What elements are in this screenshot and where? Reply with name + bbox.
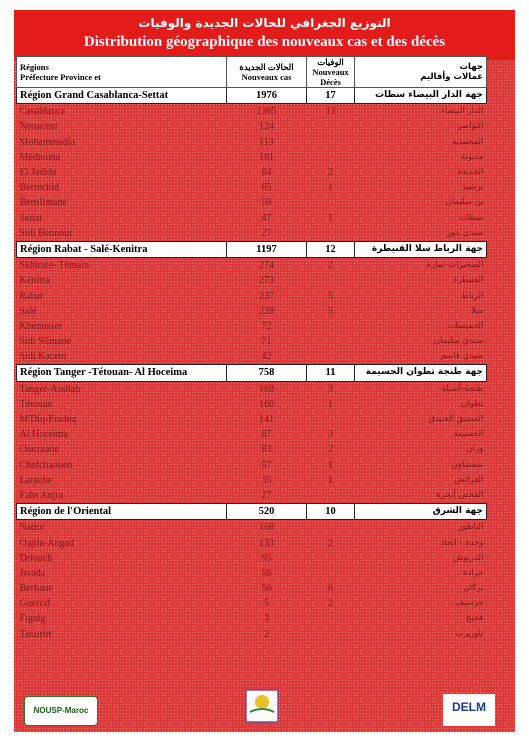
province-row xyxy=(17,488,487,504)
province-name-arabic: الحسيمة xyxy=(453,429,484,440)
province-row xyxy=(17,566,487,581)
province-name: Figuig xyxy=(19,613,46,625)
province-deaths xyxy=(307,150,355,165)
province-cases: 1365 xyxy=(256,106,277,118)
province-deaths xyxy=(307,226,355,242)
province-deaths xyxy=(307,488,355,504)
province-name-arabic: الرباط xyxy=(461,290,484,301)
province-cases: 113 xyxy=(259,136,274,148)
region-row xyxy=(17,365,487,381)
province-name-arabic: وجدة - انجاد xyxy=(440,537,484,548)
header-regions-arabic: جهات عمالات وأقاليم xyxy=(355,57,487,88)
title-french: Distribution géographique des nouveaux cas et des décès xyxy=(83,34,446,50)
province-row xyxy=(17,611,487,626)
province-row xyxy=(17,273,487,288)
province-deaths: 1 xyxy=(328,212,333,224)
province-name: Guercif xyxy=(19,598,51,610)
province-deaths: 3 xyxy=(328,429,333,441)
province-name: Sidi Bennour xyxy=(19,227,73,239)
province-name: Benslimane xyxy=(19,197,67,209)
province-deaths: 2 xyxy=(328,444,333,456)
province-name: Salé xyxy=(19,305,37,317)
nousp-logo: NOUSP-Maroc xyxy=(24,696,98,726)
province-name-arabic: الفحص أنجرة xyxy=(436,489,484,500)
province-cases: 58 xyxy=(261,567,272,579)
province-name: Khémisset xyxy=(19,320,62,332)
province-name-arabic: برشيد xyxy=(462,182,484,193)
province-row xyxy=(17,349,487,365)
province-deaths: 1 xyxy=(328,182,333,194)
province-cases: 124 xyxy=(259,121,274,133)
title-banner xyxy=(14,10,515,60)
province-name-arabic: العرائش xyxy=(454,474,484,485)
province-name-arabic: سيدي بنور xyxy=(446,227,484,238)
province-deaths: 2 xyxy=(328,537,333,549)
province-name-arabic: المحمدية xyxy=(451,136,484,147)
province-name-arabic: مديونة xyxy=(460,151,484,162)
region-name-arabic: جهة الدار البيضاء سطات xyxy=(355,88,487,104)
province-name-arabic: الجديدة xyxy=(457,167,484,178)
province-name-arabic: جرادة xyxy=(462,567,484,578)
province-cases: 84 xyxy=(261,167,272,179)
region-name: Région Tanger -Tétouan- Al Hoceima xyxy=(17,365,227,381)
province-name-arabic: طنجة-أصيلة xyxy=(441,383,484,394)
header-new-cases: الحالات الجديدة Nouveaux cas xyxy=(227,57,307,88)
province-deaths xyxy=(307,195,355,210)
province-cases: 5 xyxy=(264,598,269,610)
province-deaths xyxy=(307,566,355,581)
province-deaths xyxy=(307,349,355,365)
province-deaths: 6 xyxy=(328,583,333,595)
province-cases: 274 xyxy=(259,260,274,272)
province-deaths xyxy=(307,611,355,626)
province-name-arabic: الدريوش xyxy=(452,552,484,563)
province-row xyxy=(17,581,487,596)
footer-logos xyxy=(0,680,529,730)
header-regions: Régions Préfecture Province et xyxy=(17,57,227,88)
province-row xyxy=(17,627,487,642)
province-name-arabic: النواصر xyxy=(457,121,484,132)
region-name: Région de l'Oriental xyxy=(17,504,227,520)
province-name: Chefchaouen xyxy=(19,459,73,471)
province-name-arabic: الخميسات xyxy=(447,320,484,331)
distribution-table xyxy=(16,56,487,642)
province-row xyxy=(17,165,487,180)
province-cases: 72 xyxy=(261,320,272,332)
province-name-arabic: الناظور xyxy=(458,522,484,533)
province-row xyxy=(17,119,487,134)
province-name: Tanger-Assilah xyxy=(19,383,81,395)
province-name: Settat xyxy=(19,212,43,224)
province-row xyxy=(17,304,487,319)
province-row xyxy=(17,458,487,473)
province-name: Médiouna xyxy=(19,151,61,163)
title-arabic: التوزيع الجغرافي للحالات الجديدة والوفيات xyxy=(138,16,391,30)
province-row xyxy=(17,150,487,165)
province-name-arabic: تاوريرت xyxy=(455,628,484,639)
province-name: Casablanca xyxy=(19,106,66,118)
province-row xyxy=(17,412,487,427)
province-cases: 56 xyxy=(261,583,272,595)
province-name: Larache xyxy=(19,474,52,486)
province-deaths xyxy=(307,319,355,334)
province-name-arabic: المضيق الفنيدق xyxy=(428,414,484,425)
province-name-arabic: جرسيف xyxy=(455,598,484,609)
province-cases: 83 xyxy=(261,444,272,456)
province-cases: 160 xyxy=(259,398,274,410)
province-cases: 65 xyxy=(261,182,272,194)
province-name-arabic: شفشاون xyxy=(451,459,484,470)
province-row xyxy=(17,211,487,226)
province-row xyxy=(17,442,487,457)
province-cases: 237 xyxy=(259,290,274,302)
province-deaths: 3 xyxy=(328,383,333,395)
province-cases: 50 xyxy=(261,197,272,209)
province-cases: 42 xyxy=(261,351,272,363)
province-name: Ouezzane xyxy=(19,444,59,456)
province-cases: 95 xyxy=(261,552,272,564)
header-new-deaths: الوفيات Nouveaux Décès xyxy=(307,57,355,88)
province-name-arabic: سيدي سليمان xyxy=(433,336,484,347)
province-name: Berkane xyxy=(19,583,53,595)
province-name: Berrechid xyxy=(19,182,59,194)
region-deaths: 10 xyxy=(307,504,355,520)
province-name-arabic: وزان xyxy=(466,444,484,455)
province-cases: 168 xyxy=(259,522,274,534)
province-deaths xyxy=(307,551,355,566)
province-cases: 228 xyxy=(259,305,274,317)
province-deaths: 13 xyxy=(325,106,336,118)
province-name-arabic: بركان xyxy=(463,583,484,594)
province-name: Sidi Slimane xyxy=(19,336,71,348)
province-name: M'Diq-Fnideq xyxy=(19,414,77,426)
region-name: Région Grand Casablanca-Settat xyxy=(17,88,227,104)
emblem-logo xyxy=(244,688,280,724)
province-name-arabic: سطات xyxy=(458,212,484,223)
province-row xyxy=(17,397,487,412)
province-cases: 3 xyxy=(264,613,269,625)
header-row xyxy=(17,57,487,88)
province-cases: 2 xyxy=(264,628,269,640)
province-name: Fahs Anjra xyxy=(19,489,64,501)
province-cases: 57 xyxy=(261,459,272,471)
delm-logo: DELM xyxy=(443,694,495,726)
province-row xyxy=(17,319,487,334)
region-name-arabic: جهة الرباط سلا القنيطرة xyxy=(355,241,487,257)
province-row xyxy=(17,520,487,536)
province-row xyxy=(17,535,487,550)
province-cases: 27 xyxy=(261,489,272,501)
province-deaths xyxy=(307,334,355,349)
province-cases: 273 xyxy=(259,275,274,287)
province-deaths xyxy=(307,273,355,288)
province-deaths: 5 xyxy=(328,290,333,302)
region-deaths: 11 xyxy=(307,365,355,381)
region-cases: 520 xyxy=(227,504,307,520)
province-row xyxy=(17,180,487,195)
region-row xyxy=(17,88,487,104)
province-deaths: 2 xyxy=(328,598,333,610)
province-name: Rabat xyxy=(19,290,43,302)
province-deaths: 2 xyxy=(328,167,333,179)
province-name: Driouch xyxy=(19,552,53,564)
province-name: El Jadida xyxy=(19,167,57,179)
province-row xyxy=(17,288,487,303)
province-name: Al Hoceima xyxy=(19,429,69,441)
region-name-arabic: جهة الشرق xyxy=(355,504,487,520)
province-name-arabic: سلا xyxy=(471,305,484,316)
province-deaths xyxy=(307,627,355,642)
province-row xyxy=(17,195,487,210)
province-cases: 87 xyxy=(261,429,272,441)
province-cases: 47 xyxy=(261,212,272,224)
province-name: Tétouan xyxy=(19,398,53,410)
province-cases: 101 xyxy=(259,151,274,163)
province-deaths xyxy=(307,412,355,427)
province-deaths: 1 xyxy=(328,474,333,486)
province-cases: 133 xyxy=(259,537,274,549)
province-deaths xyxy=(307,135,355,150)
region-deaths: 17 xyxy=(307,88,355,104)
region-row xyxy=(17,504,487,520)
province-row xyxy=(17,104,487,120)
region-name: Région Rabat - Salé-Kenitra xyxy=(17,241,227,257)
province-name-arabic: سيدي قاسم xyxy=(440,351,484,362)
province-row xyxy=(17,334,487,349)
province-name-arabic: القنيطرة xyxy=(453,275,484,286)
province-row xyxy=(17,258,487,274)
region-name-arabic: جهة طنجة تطوان الحسيمة xyxy=(355,365,487,381)
province-deaths: 1 xyxy=(328,459,333,471)
province-row xyxy=(17,596,487,611)
region-row xyxy=(17,241,487,257)
province-deaths xyxy=(307,520,355,536)
province-deaths: 2 xyxy=(328,260,333,272)
province-name: Taourirt xyxy=(19,628,52,640)
province-row xyxy=(17,473,487,488)
region-cases: 1976 xyxy=(227,88,307,104)
province-row xyxy=(17,381,487,397)
region-cases: 758 xyxy=(227,365,307,381)
province-name: Oujda-Angad xyxy=(19,537,74,549)
region-deaths: 12 xyxy=(307,241,355,257)
province-cases: 141 xyxy=(259,414,274,426)
province-deaths xyxy=(307,119,355,134)
province-name: Nador xyxy=(19,522,45,534)
province-name-arabic: الصخيرات-تمارة xyxy=(426,260,484,271)
province-name: Kénitra xyxy=(19,275,50,287)
province-cases: 71 xyxy=(261,336,272,348)
province-name: Nouaceur xyxy=(19,121,59,133)
province-deaths: 1 xyxy=(328,398,333,410)
province-deaths: 5 xyxy=(328,305,333,317)
province-name-arabic: فجيج xyxy=(465,613,484,624)
province-row xyxy=(17,427,487,442)
province-row xyxy=(17,135,487,150)
province-name: Jerada xyxy=(19,567,46,579)
province-name-arabic: الدار البيضاء xyxy=(440,106,484,117)
region-cases: 1197 xyxy=(227,241,307,257)
province-name: Mohammadia xyxy=(19,136,76,148)
province-cases: 27 xyxy=(261,227,272,239)
province-cases: 168 xyxy=(259,383,274,395)
province-name-arabic: بن سليمان xyxy=(445,197,484,208)
province-row xyxy=(17,226,487,242)
province-cases: 35 xyxy=(261,474,272,486)
province-name-arabic: تطوان xyxy=(461,398,484,409)
province-name: Skhirate- Témara xyxy=(19,260,90,272)
province-name: Sidi Kacem xyxy=(19,351,67,363)
province-row xyxy=(17,551,487,566)
